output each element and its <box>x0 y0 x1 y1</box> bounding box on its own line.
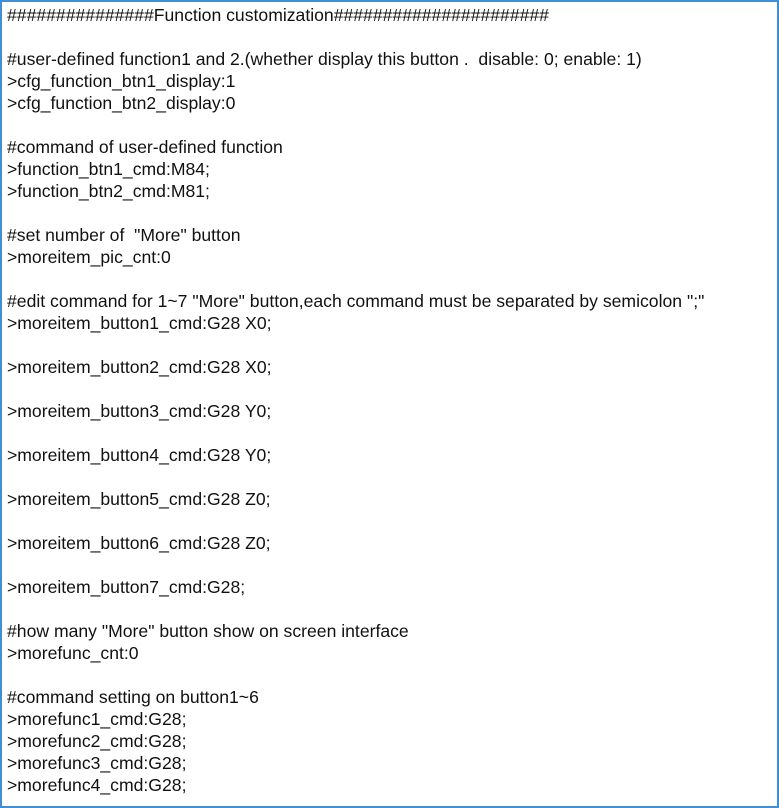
setting-line: >function_btn2_cmd:M81; <box>7 181 210 201</box>
comment-line: #user-defined function1 and 2.(whether display this button . disable: 0; enable: 1) <box>7 49 642 69</box>
setting-line: >moreitem_button2_cmd:G28 X0; <box>7 357 272 377</box>
setting-line: >moreitem_button1_cmd:G28 X0; <box>7 313 272 333</box>
blank-line <box>7 422 777 444</box>
blank-line <box>7 664 777 686</box>
comment-line: #set number of "More" button <box>7 225 241 245</box>
config-lines <box>7 4 777 796</box>
blank-line <box>7 26 777 48</box>
comment-line: #how many "More" button show on screen interface <box>7 621 409 641</box>
blank-line <box>7 554 777 576</box>
blank-line <box>7 466 777 488</box>
setting-line: >morefunc4_cmd:G28; <box>7 775 187 795</box>
setting-line: >cfg_function_btn2_display:0 <box>7 93 236 113</box>
setting-line: >moreitem_pic_cnt:0 <box>7 247 171 267</box>
setting-line: >moreitem_button4_cmd:G28 Y0; <box>7 445 272 465</box>
setting-line: >moreitem_button7_cmd:G28; <box>7 577 246 597</box>
blank-line <box>7 334 777 356</box>
comment-line: ###############Function customization###################### <box>7 5 549 25</box>
setting-line: >cfg_function_btn1_display:1 <box>7 71 236 91</box>
setting-line: >morefunc2_cmd:G28; <box>7 731 187 751</box>
blank-line <box>7 268 777 290</box>
setting-line: >morefunc_cnt:0 <box>7 643 139 663</box>
setting-line: >moreitem_button5_cmd:G28 Z0; <box>7 489 271 509</box>
comment-line: #command setting on button1~6 <box>7 687 259 707</box>
comment-line: #edit command for 1~7 "More" button,each command must be separated by semicolon ";" <box>7 291 705 311</box>
setting-line: >function_btn1_cmd:M84; <box>7 159 210 179</box>
blank-line <box>7 510 777 532</box>
blank-line <box>7 598 777 620</box>
setting-line: >moreitem_button3_cmd:G28 Y0; <box>7 401 272 421</box>
comment-line: #command of user-defined function <box>7 137 283 157</box>
setting-line: >moreitem_button6_cmd:G28 Z0; <box>7 533 271 553</box>
blank-line <box>7 114 777 136</box>
blank-line <box>7 202 777 224</box>
setting-line: >morefunc3_cmd:G28; <box>7 753 187 773</box>
setting-line: >morefunc1_cmd:G28; <box>7 709 187 729</box>
blank-line <box>7 378 777 400</box>
